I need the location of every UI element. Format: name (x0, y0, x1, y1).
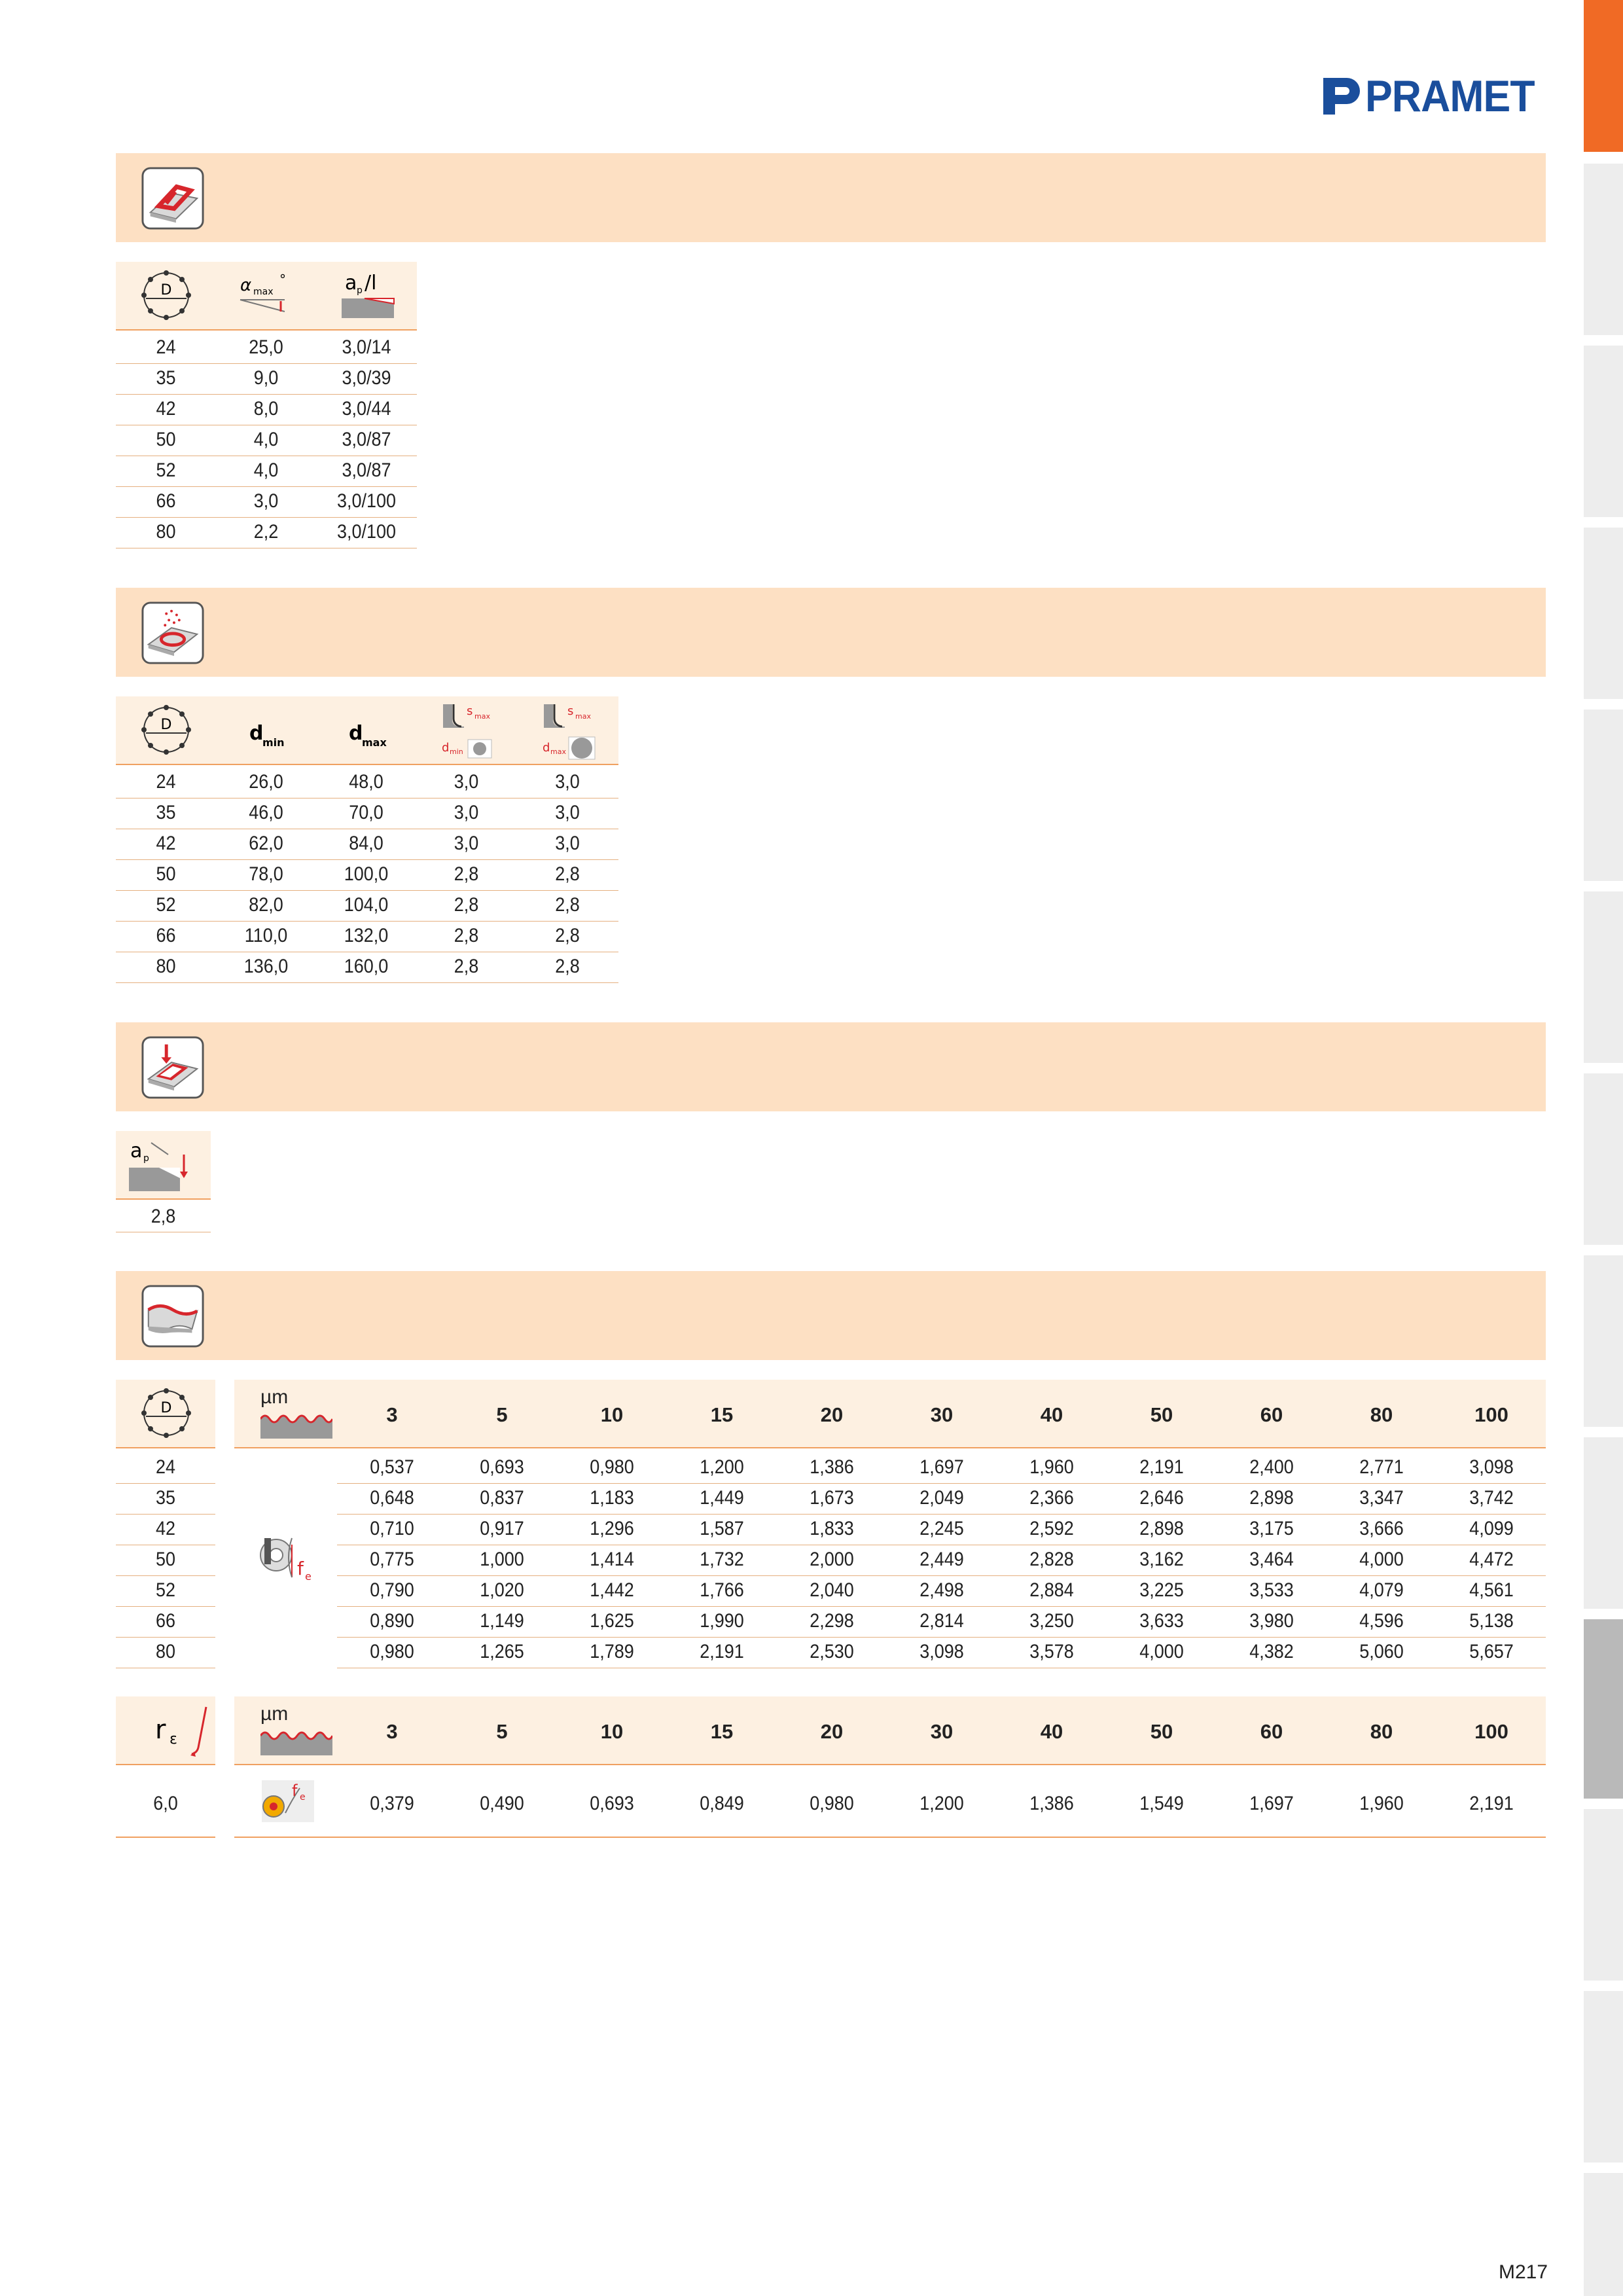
table4-cell: 2,400 (1249, 1456, 1294, 1478)
table2-cell: 26,0 (249, 771, 283, 793)
table2-cell: 24 (156, 771, 176, 793)
table5-cell: 1,200 (919, 1793, 964, 1814)
table1-cell: 80 (156, 521, 176, 543)
table4-cell: 3,578 (1029, 1641, 1074, 1662)
table4-cell: 2,366 (1029, 1487, 1074, 1509)
circular-interpolation-icon (141, 601, 205, 665)
smax-dmin-icon (440, 702, 499, 761)
side-tab[interactable] (1584, 346, 1623, 517)
table2-cell: 3,0 (454, 802, 479, 823)
table1-cell: 25,0 (249, 336, 283, 358)
table1-cell: 24 (156, 336, 176, 358)
table4-cell: 5,138 (1469, 1610, 1514, 1632)
table4-diameter: 80 (155, 1641, 176, 1662)
section-band-ramping (116, 153, 1546, 242)
table4-cell: 1,000 (480, 1549, 524, 1570)
table5-cell: 1,386 (1029, 1793, 1074, 1814)
table4-diameter: 50 (155, 1549, 176, 1570)
table1-cell: 66 (156, 490, 176, 512)
table2-row-rule (116, 982, 618, 983)
table2-cell: 3,0 (555, 833, 580, 854)
table2-header (116, 696, 618, 764)
table4-cell: 2,191 (1139, 1456, 1184, 1478)
table4-cell: 2,530 (810, 1641, 854, 1662)
roughness-column-header: 5 (496, 1720, 508, 1743)
table4-cell: 0,710 (370, 1518, 414, 1539)
table2-cell: 2,8 (555, 863, 580, 885)
table4-cell: 0,790 (370, 1579, 414, 1601)
roughness-column-header: 100 (1474, 1720, 1508, 1743)
svg-text:max: max (550, 747, 566, 756)
smax-dmax-icon (541, 702, 600, 761)
table2-header-rule (116, 764, 618, 765)
table5-radius-header (116, 1696, 215, 1764)
table4-cell: 3,098 (919, 1641, 964, 1662)
roughness-column-header: 10 (600, 1720, 624, 1743)
table4-diameter: 52 (155, 1579, 176, 1601)
table4-cell: 4,561 (1469, 1579, 1514, 1601)
table4-cell: 1,587 (700, 1518, 744, 1539)
table2-cell: 46,0 (249, 802, 283, 823)
side-tab[interactable] (1584, 1991, 1623, 2162)
table5-header-rule-left (116, 1764, 215, 1765)
svg-text:e: e (300, 1792, 306, 1803)
table3-value: 2,8 (151, 1206, 176, 1227)
table5-cell: 0,490 (480, 1793, 524, 1814)
svg-text:e: e (305, 1570, 312, 1583)
table2-cell: 62,0 (249, 833, 283, 854)
svg-text:d: d (442, 741, 450, 755)
feed-radius-icon (259, 1774, 318, 1826)
roughness-column-header: 3 (386, 1403, 398, 1426)
table5-bottom-rule-left (116, 1837, 215, 1838)
side-tab[interactable] (1584, 164, 1623, 335)
table4-cell: 4,000 (1359, 1549, 1404, 1570)
roughness-profile-icon (260, 1729, 332, 1755)
table2-cell: 2,8 (454, 894, 479, 916)
roughness-column-header: 30 (930, 1403, 954, 1426)
table4-cell: 1,296 (590, 1518, 634, 1539)
table2-cell: 84,0 (349, 833, 383, 854)
table1-cell: 3,0/14 (342, 336, 391, 358)
side-tab[interactable] (1584, 2173, 1623, 2296)
table2-cell: 136,0 (243, 956, 289, 977)
roughness-profile-icon (260, 1412, 332, 1439)
table4-cell: 1,200 (700, 1456, 744, 1478)
table4-cell: 1,732 (700, 1549, 744, 1570)
table4-cell: 0,693 (480, 1456, 524, 1478)
table4-cell: 4,382 (1249, 1641, 1294, 1662)
side-tab[interactable] (1584, 1073, 1623, 1245)
svg-text:a: a (345, 272, 357, 295)
depth-length-icon (338, 266, 397, 325)
table4-cell: 3,533 (1249, 1579, 1294, 1601)
table4-cell: 4,079 (1359, 1579, 1404, 1601)
svg-text:d: d (349, 722, 363, 745)
ramping-icon (141, 166, 205, 230)
table2-cell: 160,0 (344, 956, 389, 977)
roughness-column-header: 5 (496, 1403, 508, 1426)
table4-cell: 1,673 (810, 1487, 854, 1509)
table5-radius-value: 6,0 (153, 1793, 178, 1814)
svg-text:f: f (292, 1782, 298, 1800)
table4-cell: 1,789 (590, 1641, 634, 1662)
roughness-column-header: 40 (1040, 1403, 1063, 1426)
table4-cell: 3,098 (1469, 1456, 1514, 1478)
table5-cell: 1,960 (1359, 1793, 1404, 1814)
table4-cell: 2,898 (1139, 1518, 1184, 1539)
table2-cell: 3,0 (555, 802, 580, 823)
roughness-column-header: 50 (1150, 1403, 1173, 1426)
table2-cell: 2,8 (555, 894, 580, 916)
feed-per-edge-icon (259, 1525, 318, 1590)
table4-cell: 1,697 (919, 1456, 964, 1478)
table4-cell: 2,498 (919, 1579, 964, 1601)
svg-text:min: min (450, 747, 463, 756)
table2-cell: 104,0 (344, 894, 389, 916)
table2-cell: 2,8 (555, 925, 580, 946)
table2-cell: 132,0 (344, 925, 389, 946)
table4-diameter: 66 (155, 1610, 176, 1632)
table4-cell: 3,464 (1249, 1549, 1294, 1570)
table4-cell: 1,449 (700, 1487, 744, 1509)
side-tab[interactable] (1584, 1437, 1623, 1609)
table2-cell: 70,0 (349, 802, 383, 823)
table4-cell: 0,917 (480, 1518, 524, 1539)
table1-cell: 3,0 (253, 490, 279, 512)
table2-cell: 42 (156, 833, 176, 854)
table4-cell: 3,225 (1139, 1579, 1184, 1601)
table2-cell: 82,0 (249, 894, 283, 916)
roughness-column-header: 20 (820, 1720, 844, 1743)
table5-header-rule (234, 1764, 1546, 1765)
table1-cell: 2,2 (253, 521, 279, 543)
svg-text:s: s (467, 704, 473, 718)
svg-text:max: max (253, 287, 274, 297)
roughness-column-header: 20 (820, 1403, 844, 1426)
section-band-interpolation (116, 588, 1546, 677)
table2-cell: 48,0 (349, 771, 383, 793)
table4-cell: 1,414 (590, 1549, 634, 1570)
table4-cell: 2,884 (1029, 1579, 1074, 1601)
svg-text:d: d (543, 741, 550, 755)
roughness-column-header: 100 (1474, 1403, 1508, 1426)
svg-text:p: p (357, 285, 363, 296)
table2-cell: 110,0 (244, 925, 288, 946)
roughness-column-header: 80 (1370, 1720, 1393, 1743)
table4-cell: 2,646 (1139, 1487, 1184, 1509)
table1-cell: 3,0/100 (336, 521, 397, 543)
table2-cell: 2,8 (555, 956, 580, 977)
table1-cell: 4,0 (253, 429, 279, 450)
table4-cell: 3,162 (1139, 1549, 1184, 1570)
table4-cell: 3,980 (1249, 1610, 1294, 1632)
table4-header-rule-left (116, 1447, 215, 1448)
diameter-icon (138, 267, 194, 323)
table1-cell: 50 (156, 429, 176, 450)
svg-text:a: a (130, 1139, 143, 1162)
table5-cell: 0,980 (810, 1793, 854, 1814)
table4-cell: 2,298 (810, 1610, 854, 1632)
table2-cell: 2,8 (454, 956, 479, 977)
roughness-column-header: 50 (1150, 1720, 1173, 1743)
table1-cell: 3,0/100 (336, 490, 397, 512)
table1-cell: 3,0/39 (342, 367, 391, 389)
table4-cell: 0,890 (370, 1610, 414, 1632)
table4-header-rule (234, 1447, 1546, 1448)
table4-cell: 3,347 (1359, 1487, 1404, 1509)
svg-text:D: D (160, 282, 172, 298)
table4-cell: 4,099 (1469, 1518, 1514, 1539)
section-band-plunging (116, 1022, 1546, 1111)
table4-cell: 4,000 (1139, 1641, 1184, 1662)
table4-cell: 3,666 (1359, 1518, 1404, 1539)
page-number: M217 (1499, 2261, 1548, 2283)
side-tab[interactable] (1584, 1809, 1623, 1981)
table1-cell: 4,0 (253, 459, 279, 481)
table4-cell: 1,265 (480, 1641, 524, 1662)
svg-text:°: ° (279, 272, 286, 287)
table1-header-rule (116, 329, 417, 331)
table4-cell: 2,245 (919, 1518, 964, 1539)
roughness-column-header: 15 (710, 1720, 734, 1743)
table4-cell: 0,775 (370, 1549, 414, 1570)
table4-cell: 1,990 (700, 1610, 744, 1632)
table4-cell: 1,960 (1029, 1456, 1074, 1478)
table2-cell: 2,8 (454, 925, 479, 946)
svg-text:min: min (262, 736, 285, 749)
svg-text:max: max (362, 736, 387, 749)
svg-text:α: α (240, 276, 252, 295)
diameter-icon (138, 1385, 194, 1441)
ramp-angle-icon (239, 271, 298, 323)
side-tab[interactable] (1584, 709, 1623, 881)
side-tab[interactable] (1584, 1255, 1623, 1427)
svg-text:max: max (474, 712, 490, 721)
svg-text:d: d (249, 722, 264, 745)
side-tabs (1584, 0, 1623, 2296)
table4-cell: 1,386 (810, 1456, 854, 1478)
table2-cell: 3,0 (555, 771, 580, 793)
table2-cell: 35 (156, 802, 176, 823)
table4-cell: 2,040 (810, 1579, 854, 1601)
svg-text:max: max (575, 712, 591, 721)
svg-text:D: D (160, 1400, 172, 1416)
svg-text:/l: /l (365, 272, 377, 295)
diameter-icon (138, 702, 194, 758)
table4-cell: 5,060 (1359, 1641, 1404, 1662)
table4-cell: 4,596 (1359, 1610, 1404, 1632)
dmax-label-icon (345, 720, 391, 759)
table4-diameter: 24 (155, 1456, 176, 1478)
table4-cell: 0,837 (480, 1487, 524, 1509)
table4-cell: 3,250 (1029, 1610, 1074, 1632)
table5-cell: 0,379 (370, 1793, 414, 1814)
table3-header-rule (116, 1198, 211, 1200)
roughness-column-header: 3 (386, 1720, 398, 1743)
roughness-column-header: 60 (1260, 1403, 1283, 1426)
table4-cell: 1,149 (480, 1610, 524, 1632)
table2-cell: 66 (156, 925, 176, 946)
roughness-column-header: 80 (1370, 1403, 1393, 1426)
side-tab-current[interactable] (1584, 1619, 1623, 1799)
table2-cell: 3,0 (454, 833, 479, 854)
table4-diameter: 35 (155, 1487, 176, 1509)
table4-cell: 3,742 (1469, 1487, 1514, 1509)
table4-cell: 1,833 (810, 1518, 854, 1539)
table4-cell: 0,648 (370, 1487, 414, 1509)
roughness-column-header: 30 (930, 1720, 954, 1743)
table1-cell: 52 (156, 459, 176, 481)
side-tab[interactable] (1584, 528, 1623, 699)
section-band-surface (116, 1271, 1546, 1360)
table4-cell: 0,537 (370, 1456, 414, 1478)
svg-text:p: p (143, 1153, 149, 1164)
brand-logo (1321, 73, 1546, 119)
table4-cell: 3,175 (1249, 1518, 1294, 1539)
micron-unit: µm (260, 1703, 289, 1725)
table5-cell: 0,693 (590, 1793, 634, 1814)
table4-cell: 2,814 (919, 1610, 964, 1632)
table4-cell: 2,771 (1359, 1456, 1404, 1478)
table4-diameter: 42 (155, 1518, 176, 1539)
table1-cell: 3,0/44 (342, 398, 391, 420)
roughness-column-header: 40 (1040, 1720, 1063, 1743)
table4-cell: 2,049 (919, 1487, 964, 1509)
table1-cell: 9,0 (253, 367, 279, 389)
corner-radius-icon (149, 1702, 221, 1761)
table1-cell: 8,0 (253, 398, 279, 420)
table2-cell: 52 (156, 894, 176, 916)
table4-diam-header (116, 1380, 215, 1447)
table4-cell: 4,472 (1469, 1549, 1514, 1570)
roughness-column-header: 15 (710, 1403, 734, 1426)
table3-header (116, 1131, 211, 1198)
table1-cell: 42 (156, 398, 176, 420)
table5-cell: 2,191 (1469, 1793, 1514, 1814)
table2-cell: 2,8 (454, 863, 479, 885)
table5-cell: 1,549 (1139, 1793, 1184, 1814)
table4-cell: 1,183 (590, 1487, 634, 1509)
micron-unit: µm (260, 1386, 289, 1408)
depth-of-cut-icon (128, 1135, 200, 1194)
table4-cell: 5,657 (1469, 1641, 1514, 1662)
side-tab-active[interactable] (1584, 0, 1623, 152)
table2-cell: 78,0 (249, 863, 283, 885)
table1-cell: 3,0/87 (342, 429, 391, 450)
table1-cell: 3,0/87 (342, 459, 391, 481)
svg-text:s: s (567, 704, 574, 718)
table4-cell: 2,449 (919, 1549, 964, 1570)
table4-cell: 1,020 (480, 1579, 524, 1601)
table2-cell: 100,0 (344, 863, 389, 885)
brand-name: PRAMET (1365, 71, 1535, 121)
surface-roughness-icon (141, 1284, 205, 1348)
table2-cell: 3,0 (454, 771, 479, 793)
corner-radius-symbol: r (155, 1715, 166, 1745)
table5-cell: 0,849 (700, 1793, 744, 1814)
table5-bottom-rule (234, 1837, 1546, 1838)
table4-cell: 2,000 (810, 1549, 854, 1570)
svg-text:D: D (160, 717, 172, 733)
roughness-column-header: 10 (600, 1403, 624, 1426)
table4-cell: 2,898 (1249, 1487, 1294, 1509)
side-tab[interactable] (1584, 891, 1623, 1063)
table2-cell: 80 (156, 956, 176, 977)
svg-text:ε: ε (169, 1731, 177, 1748)
table4-cell: 1,766 (700, 1579, 744, 1601)
table5-cell: 1,697 (1249, 1793, 1294, 1814)
svg-text:f: f (297, 1558, 304, 1579)
table4-cell: 2,592 (1029, 1518, 1074, 1539)
table2-cell: 50 (156, 863, 176, 885)
plunging-icon (141, 1035, 205, 1100)
table4-cell: 0,980 (370, 1641, 414, 1662)
table4-cell: 1,442 (590, 1579, 634, 1601)
table4-cell: 1,625 (590, 1610, 634, 1632)
roughness-column-header: 60 (1260, 1720, 1283, 1743)
table4-cell: 2,828 (1029, 1549, 1074, 1570)
table4-cell: 0,980 (590, 1456, 634, 1478)
table1-cell: 35 (156, 367, 176, 389)
table4-cell: 2,191 (700, 1641, 744, 1662)
pramet-logo-icon (1321, 75, 1361, 117)
dmin-label-icon (245, 720, 291, 759)
table4-cell: 3,633 (1139, 1610, 1184, 1632)
table1-header (116, 262, 417, 329)
